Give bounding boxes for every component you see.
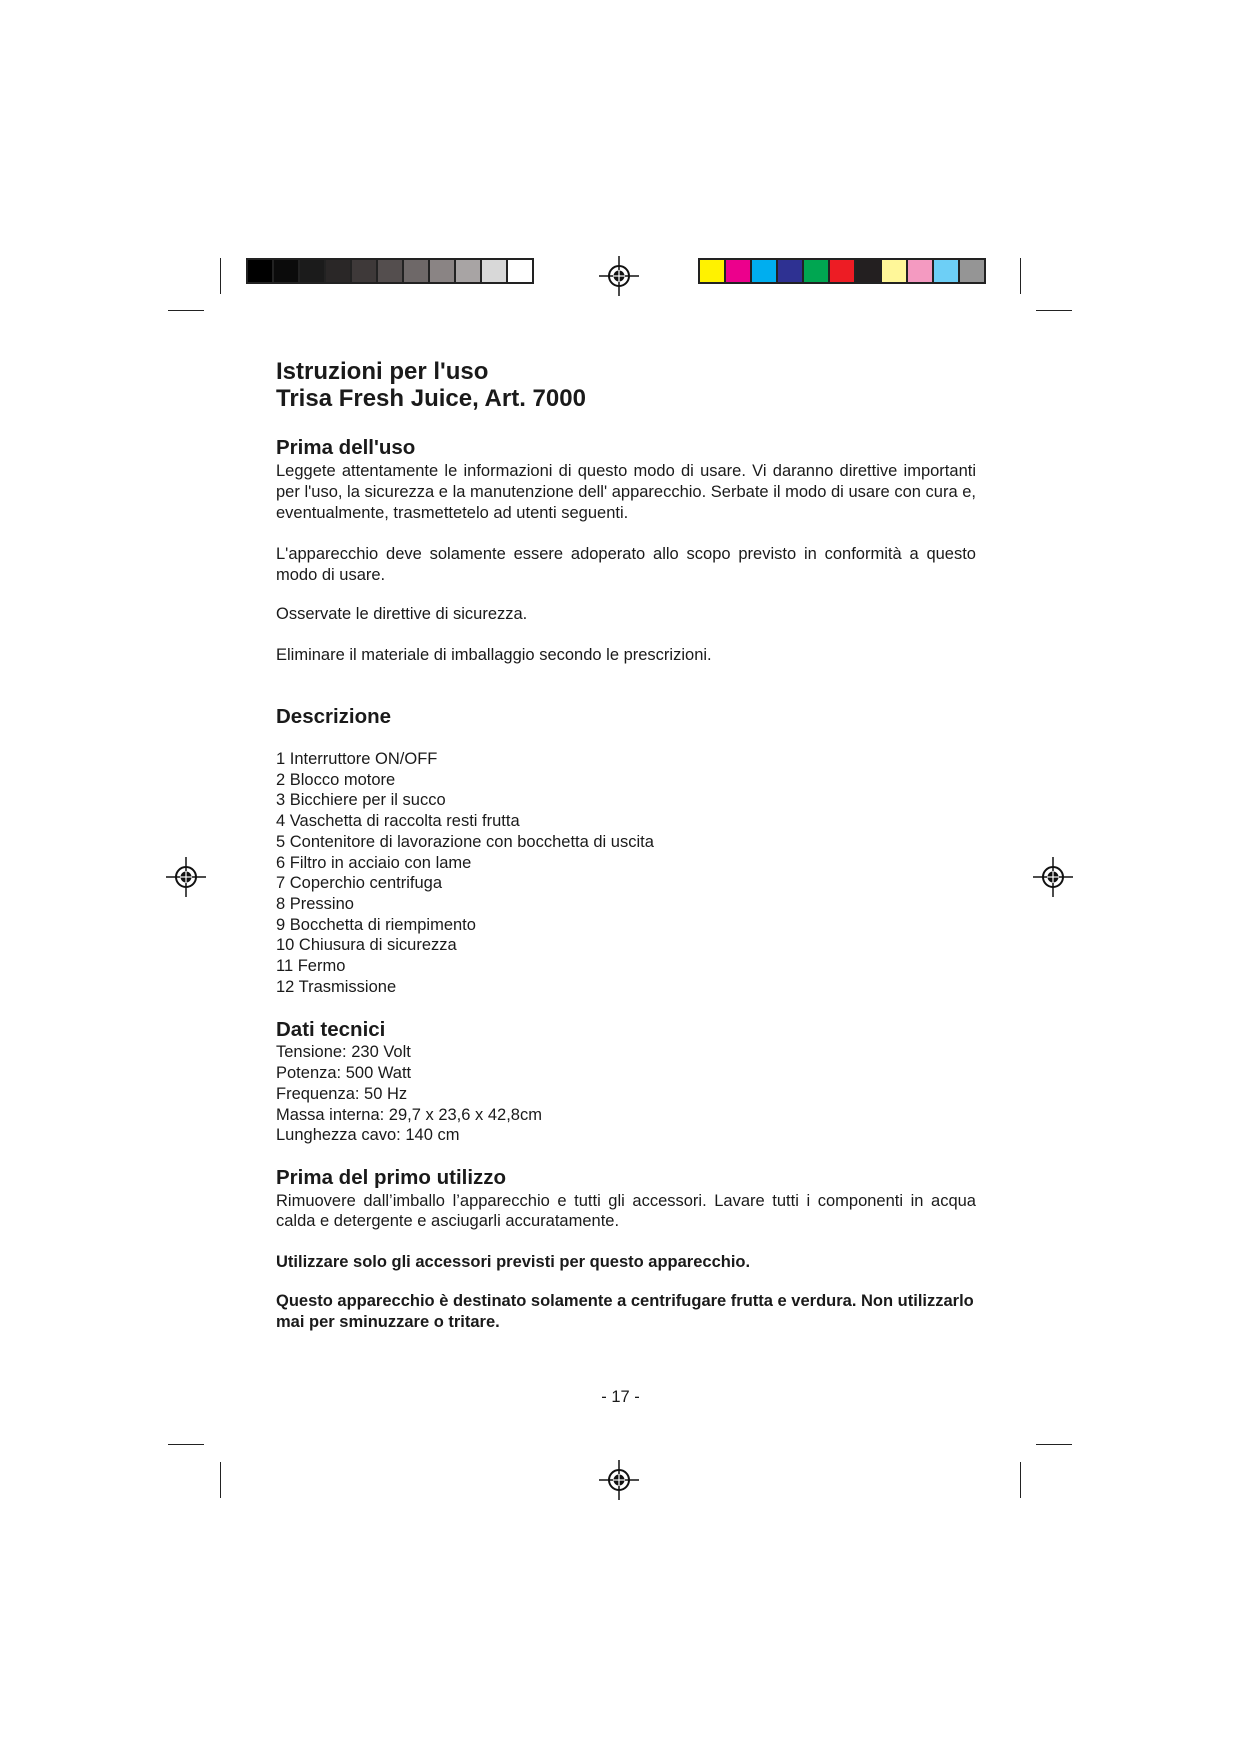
heading-descrizione: Descrizione bbox=[276, 705, 392, 728]
color-swatch bbox=[482, 260, 508, 282]
color-swatch bbox=[856, 260, 882, 282]
color-swatch bbox=[248, 260, 274, 282]
technical-data-list bbox=[276, 1042, 976, 1146]
color-swatch bbox=[778, 260, 804, 282]
grayscale-color-bar bbox=[246, 258, 534, 284]
registration-mark-bottom-icon bbox=[599, 1460, 639, 1500]
heading-dati-tecnici: Dati tecnici bbox=[276, 1018, 386, 1042]
list-item: Massa interna: 29,7 x 23,6 x 42,8cm bbox=[276, 1105, 542, 1124]
color-swatch bbox=[352, 260, 378, 282]
paragraph-intro: Leggete attentamente le informazioni di questo modo di usare. Vi daranno direttive importanti per l'uso, la sicurezza e la manutenzione dell' apparecchio. Serbate il modo di usare con cura e, eventualmente, trasmettetelo ad utenti seguenti. bbox=[276, 462, 976, 522]
list-item: 11 Fermo bbox=[276, 957, 346, 976]
paragraph-intended-use: L'apparecchio deve solamente essere adoperato allo scopo previsto in conformità a questo modo di usare. bbox=[276, 545, 976, 584]
color-swatch bbox=[430, 260, 456, 282]
color-swatch bbox=[804, 260, 830, 282]
color-swatch bbox=[934, 260, 960, 282]
document-body bbox=[276, 358, 976, 1333]
list-item: 1 Interruttore ON/OFF bbox=[276, 750, 438, 768]
color-swatch bbox=[378, 260, 404, 282]
color-swatch bbox=[326, 260, 352, 282]
list-item: Tensione: 230 Volt bbox=[276, 1043, 411, 1062]
list-item: Potenza: 500 Watt bbox=[276, 1064, 412, 1083]
process-color-bar bbox=[698, 258, 986, 284]
color-swatch bbox=[830, 260, 856, 282]
crop-mark-top-right-horizontal bbox=[1036, 310, 1072, 311]
color-swatch bbox=[404, 260, 430, 282]
color-swatch bbox=[726, 260, 752, 282]
color-swatch bbox=[882, 260, 908, 282]
list-item: 5 Contenitore di lavorazione con bocchetta di uscita bbox=[276, 832, 654, 851]
list-item: 2 Blocco motore bbox=[276, 770, 396, 789]
crop-mark-bottom-right-vertical bbox=[1020, 1462, 1021, 1498]
color-swatch bbox=[508, 260, 532, 282]
color-swatch bbox=[752, 260, 778, 282]
registration-mark-right-icon bbox=[1033, 857, 1073, 897]
heading-prima-uso: Prima dell'uso bbox=[276, 436, 416, 459]
color-swatch bbox=[960, 260, 984, 282]
note-accessories: Utilizzare solo gli accessori previsti per questo apparecchio. bbox=[276, 1252, 751, 1271]
crop-mark-bottom-right-horizontal bbox=[1036, 1444, 1072, 1445]
document-title-line-1: Istruzioni per l'uso bbox=[276, 358, 489, 385]
list-item: 8 Pressino bbox=[276, 894, 354, 913]
registration-mark-left-icon bbox=[166, 857, 206, 897]
crop-mark-bottom-left-vertical bbox=[220, 1462, 221, 1498]
document-title-line-2: Trisa Fresh Juice, Art. 7000 bbox=[276, 385, 586, 412]
crop-mark-top-right-vertical bbox=[1020, 258, 1021, 294]
parts-list bbox=[276, 749, 976, 997]
list-item: Lunghezza cavo: 140 cm bbox=[276, 1126, 460, 1145]
list-item: 10 Chiusura di sicurezza bbox=[276, 936, 457, 955]
list-item: 12 Trasmissione bbox=[276, 977, 397, 996]
crop-mark-top-left-horizontal bbox=[168, 310, 204, 311]
heading-primo-utilizzo: Prima del primo utilizzo bbox=[276, 1165, 507, 1189]
paragraph-safety: Osservate le direttive di sicurezza. bbox=[276, 605, 528, 623]
paragraph-first-use: Rimuovere dall’imballo l’apparecchio e tutti gli accessori. Lavare tutti i componenti in acqua calda e detergente e asciugarli accuratamente. bbox=[276, 1191, 976, 1230]
color-swatch bbox=[300, 260, 326, 282]
color-swatch bbox=[456, 260, 482, 282]
list-item: 9 Bocchetta di riempimento bbox=[276, 915, 476, 934]
list-item: 4 Vaschetta di raccolta resti frutta bbox=[276, 812, 520, 831]
color-swatch bbox=[908, 260, 934, 282]
list-item: 7 Coperchio centrifuga bbox=[276, 874, 443, 893]
crop-mark-top-left-vertical bbox=[220, 258, 221, 294]
list-item: Frequenza: 50 Hz bbox=[276, 1084, 408, 1103]
note-intended-use: Questo apparecchio è destinato solamente a centrifugare frutta e verdura. Non utilizzarlo mai per sminuzzare o tritare. bbox=[276, 1291, 974, 1331]
list-item: 6 Filtro in acciaio con lame bbox=[276, 853, 472, 872]
page-number: - 17 - bbox=[601, 1388, 640, 1406]
color-swatch bbox=[700, 260, 726, 282]
color-swatch bbox=[274, 260, 300, 282]
paragraph-packaging: Eliminare il materiale di imballaggio secondo le prescrizioni. bbox=[276, 646, 712, 664]
crop-mark-bottom-left-horizontal bbox=[168, 1444, 204, 1445]
list-item: 3 Bicchiere per il succo bbox=[276, 791, 446, 810]
registration-mark-top-icon bbox=[599, 256, 639, 296]
